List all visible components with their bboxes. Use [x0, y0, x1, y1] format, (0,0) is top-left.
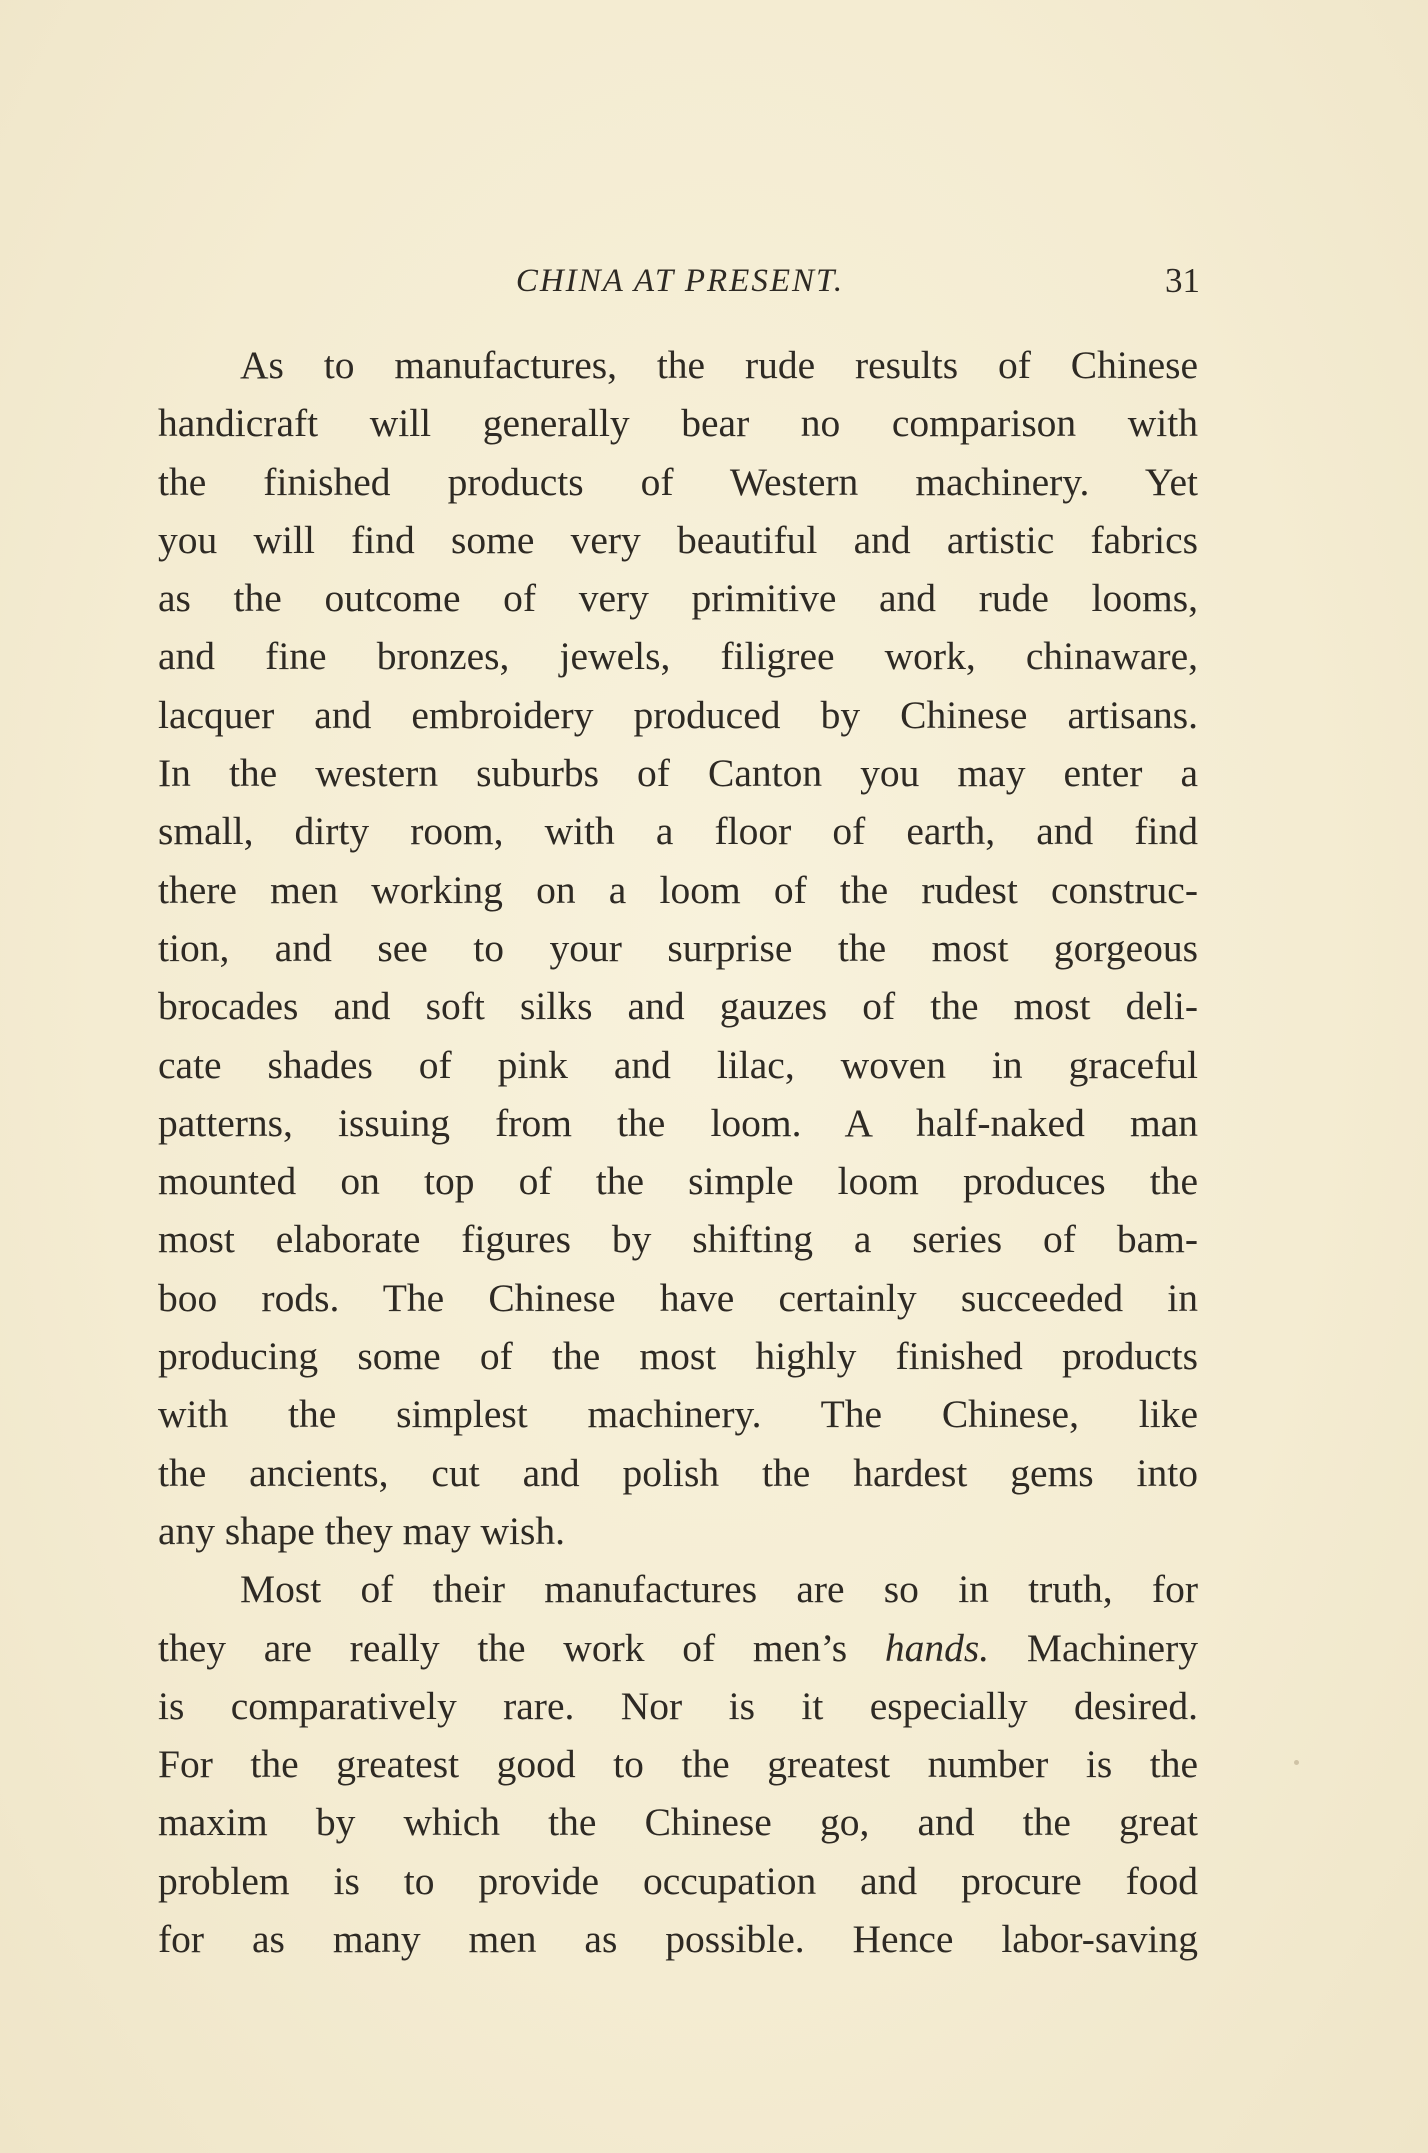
running-head-title: CHINA AT PRESENT. [515, 263, 845, 299]
text-line: brocades and soft silks and gauzes of the most deli- [158, 984, 1198, 1029]
text-line: the finished products of Western machinery. Yet [158, 459, 1198, 504]
text-line-with-italic [158, 1619, 1198, 1677]
text-run: Machinery [989, 1625, 1198, 1670]
paragraph-end-line: any shape they may wish. [158, 1508, 565, 1553]
text-line: handicraft will generally bear no comparison with [158, 401, 1198, 446]
text-line: as the outcome of very primitive and rude looms, [158, 576, 1198, 621]
text-line: In the western suburbs of Canton you may enter a [158, 751, 1198, 796]
paper-speck [1294, 1760, 1299, 1765]
text-line: you will find some very beautiful and artistic fabrics [158, 517, 1198, 562]
text-run: they are really the work of men’s [158, 1625, 885, 1670]
text-line: problem is to provide occupation and procure food [158, 1858, 1198, 1903]
text-line: Most of their manufactures are so in truth, for [240, 1567, 1198, 1612]
text-line: patterns, issuing from the loom. A half-naked man [158, 1100, 1198, 1145]
text-line: tion, and see to your surprise the most gorgeous [158, 925, 1198, 970]
text-line: lacquer and embroidery produced by Chinese artisans. [158, 692, 1198, 737]
running-head [160, 258, 1200, 304]
page-number: 31 [1165, 261, 1200, 300]
text-line: small, dirty room, with a floor of earth, and find [158, 809, 1198, 854]
body-text [158, 336, 1198, 1968]
text-line: with the simplest machinery. The Chinese, like [158, 1392, 1198, 1437]
text-line: boo rods. The Chinese have certainly succeeded in [158, 1275, 1198, 1320]
text-line: As to manufactures, the rude results of Chinese [240, 343, 1198, 387]
text-line: and fine bronzes, jewels, filigree work, chinaware, [158, 634, 1198, 679]
italic-word: hands. [884, 1625, 990, 1670]
text-line: the ancients, cut and polish the hardest gems into [158, 1450, 1198, 1495]
text-line: producing some of the most highly finished products [158, 1334, 1198, 1379]
text-line: mounted on top of the simple loom produces the [158, 1159, 1198, 1204]
text-line: most elaborate figures by shifting a series of bam- [158, 1217, 1198, 1262]
text-line: For the greatest good to the greatest number is the [158, 1742, 1198, 1787]
text-line: cate shades of pink and lilac, woven in graceful [158, 1042, 1198, 1087]
text-line: for as many men as possible. Hence labor-saving [158, 1917, 1198, 1962]
text-line: maxim by which the Chinese go, and the great [158, 1800, 1198, 1845]
text-line: is comparatively rare. Nor is it especially desired. [158, 1683, 1198, 1728]
text-line: there men working on a loom of the rudest construc- [158, 867, 1198, 912]
